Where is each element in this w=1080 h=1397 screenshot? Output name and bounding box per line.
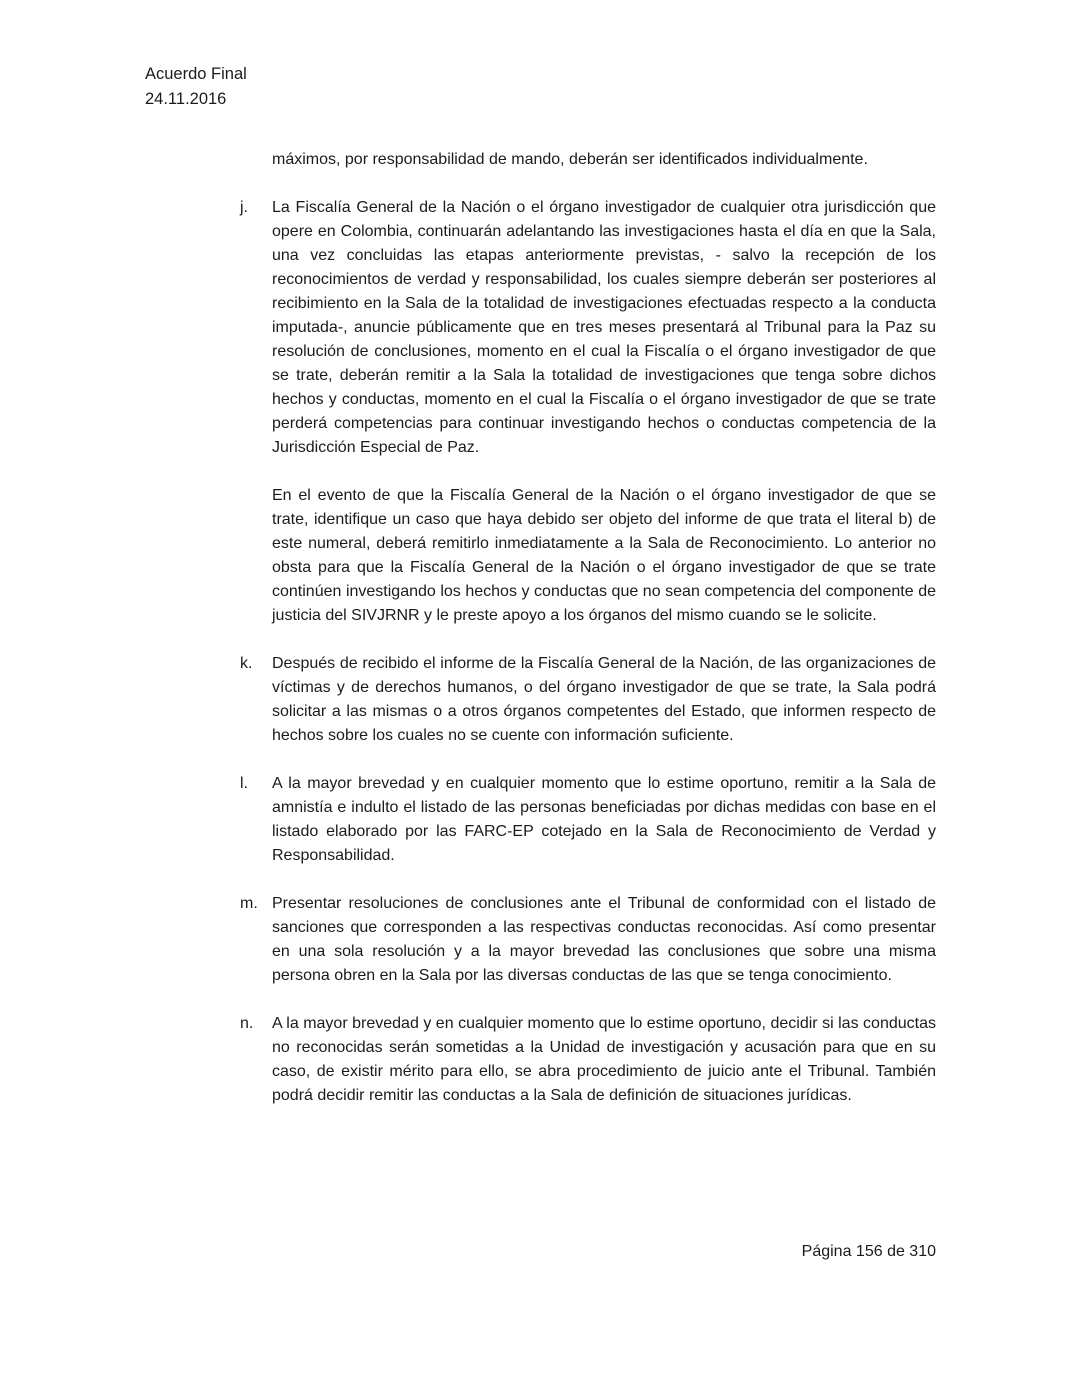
document-date: 24.11.2016 <box>145 90 227 108</box>
list-item-body <box>272 1012 936 1108</box>
document-header <box>145 62 247 112</box>
document-title: Acuerdo Final <box>145 65 247 83</box>
list-item-j <box>240 196 936 460</box>
list-item-n <box>240 1012 936 1108</box>
list-item-k <box>240 652 936 748</box>
continuation-paragraph: máximos, por responsabilidad de mando, deberán ser identificados individualmente. <box>272 151 868 168</box>
list-item-body <box>272 652 936 748</box>
list-item-l <box>240 772 936 868</box>
list-item-paragraph: Presentar resoluciones de conclusiones ante el Tribunal de conformidad con el listado de sanciones que corresponden a las respectivas conductas reconocidas. Así como presentar en una sola resolución y a la mayor brevedad las conclusiones que sobre una misma persona obren en la Sala por las diversas conductas de las que se tenga conocimiento. <box>272 895 936 984</box>
list-item-body <box>272 772 936 868</box>
document-body <box>240 148 936 1132</box>
list-marker-j: j. <box>240 199 248 216</box>
list-item-paragraph: Después de recibido el informe de la Fiscalía General de la Nación, de las organizaciones de víctimas y de derechos humanos, o del órgano investigador de que se trate, la Sala podrá solicitar a las mismas o a otros órganos competentes del Estado, que informen respecto de hechos sobre los cuales no se cuente con información suficiente. <box>272 655 936 744</box>
list-item-paragraph: A la mayor brevedad y en cualquier momento que lo estime oportuno, decidir si las conductas no reconocidas serán sometidas a la Unidad de investigación y acusación para que en su caso, de existir mérito para ello, se abra procedimiento de juicio ante el Tribunal. También podrá decidir remitir las conductas a la Sala de definición de situaciones jurídicas. <box>272 1015 936 1104</box>
list-marker-k: k. <box>240 655 253 672</box>
list-marker-l: l. <box>240 775 248 792</box>
page-number: Página 156 de 310 <box>801 1243 936 1260</box>
list-item-body <box>272 892 936 988</box>
list-item-body <box>272 196 936 460</box>
list-marker-n: n. <box>240 1015 254 1032</box>
list-item-j-subparagraph: En el evento de que la Fiscalía General de la Nación o el órgano investigador de que se trate, identifique un caso que haya debido ser objeto del informe de que trata el literal b) de este numeral, deberá remitirlo inmediatamente a la Sala de Reconocimiento. Lo anterior no obsta para que la Fiscalía General de la Nación o el órgano investigador de que se trate continúen investigando los hechos y conductas que no sean competencia del componente de justicia del SIVJRNR y le preste apoyo a los órganos del mismo cuando se le solicite. <box>272 487 936 624</box>
list-item-paragraph: A la mayor brevedad y en cualquier momento que lo estime oportuno, remitir a la Sala de amnistía e indulto el listado de las personas beneficiadas por dichas medidas con base en el listado elaborado por las FARC-EP cotejado en la Sala de Reconocimiento de Verdad y Responsabilidad. <box>272 775 936 864</box>
list-marker-m: m. <box>240 895 258 912</box>
list-item-paragraph: La Fiscalía General de la Nación o el órgano investigador de cualquier otra jurisdicción que opere en Colombia, continuarán adelantando las investigaciones hasta el día en que la Sala, una vez concluidas las etapas anteriormente previstas, - salvo la recepción de los reconocimientos de verdad y responsabilidad, los cuales siempre deberán ser posteriores al recibimiento en la Sala de la totalidad de investigaciones efectuadas respecto a la conducta imputada-, anuncie públicamente que en tres meses presentará al Tribunal para la Paz su resolución de conclusiones, momento en el cual la Fiscalía o el órgano investigador de que se trate, deberán remitir a la Sala la totalidad de investigaciones que tenga sobre dichos hechos y conductas, momento en el cual la Fiscalía o el órgano investigador de que se trate perderá competencias para continuar investigando hechos o conductas competencia de la Jurisdicción Especial de Paz. <box>272 199 936 456</box>
list-item-m <box>240 892 936 988</box>
